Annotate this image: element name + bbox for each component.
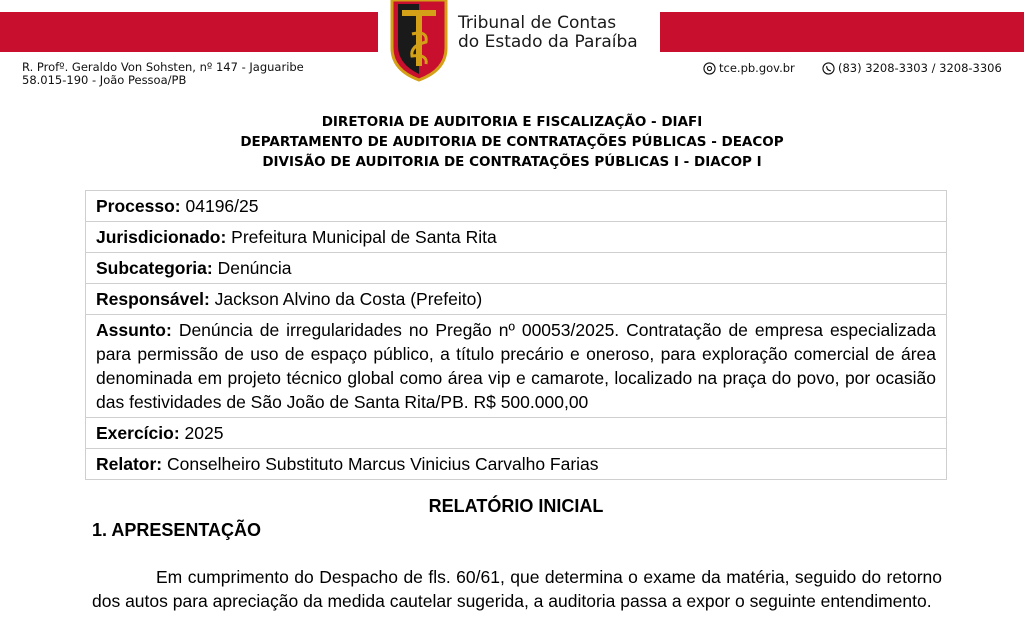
table-row (86, 253, 947, 284)
website-link[interactable]: tce.pb.gov.br (719, 61, 795, 75)
institution-name (458, 14, 638, 52)
phone-contact (822, 61, 1002, 75)
field-label: Processo: (96, 196, 181, 216)
process-info-table (85, 190, 947, 480)
field-label: Assunto: (96, 320, 172, 340)
header-band-left (0, 12, 378, 52)
website-contact (703, 61, 795, 75)
address (22, 61, 304, 87)
report-title: RELATÓRIO INICIAL (428, 496, 604, 516)
field-label: Jurisdicionado: (96, 227, 227, 247)
field-value: Prefeitura Municipal de Santa Rita (231, 227, 497, 247)
table-row (86, 191, 947, 222)
table-row (86, 222, 947, 253)
phone-numbers: (83) 3208-3303 / 3208-3306 (838, 61, 1002, 75)
field-value: Conselheiro Substituto Marcus Vinicius Carvalho Farias (167, 454, 599, 474)
field-value: 2025 (184, 423, 224, 443)
department-heading: DEPARTAMENTO DE AUDITORIA DE CONTRATAÇÕES PÚBLICAS - DEACOP (240, 134, 784, 150)
directorate-heading: DIRETORIA DE AUDITORIA E FISCALIZAÇÃO - DIAFI (321, 114, 703, 130)
section-title: 1. APRESENTAÇÃO (92, 520, 262, 540)
at-globe-icon (703, 62, 716, 75)
field-label: Relator: (96, 454, 163, 474)
institution-line1: Tribunal de Contas (458, 13, 617, 33)
intro-paragraph: Em cumprimento do Despacho de fls. 60/61, que determina o exame da matéria, seguido do retorno dos autos para apreciação da medida cautelar sugerida, a auditoria passa a expor o seguinte entendimento. (92, 567, 942, 611)
field-value: Jackson Alvino da Costa (Prefeito) (214, 289, 483, 309)
tce-pb-logo (388, 0, 450, 82)
table-row (86, 449, 947, 480)
department-headings (0, 112, 1024, 172)
institution-line2: do Estado da Paraíba (458, 32, 638, 52)
field-value: Denúncia (217, 258, 292, 278)
table-row (86, 418, 947, 449)
division-heading: DIVISÃO DE AUDITORIA DE CONTRATAÇÕES PÚBLICAS I - DIACOP I (262, 154, 762, 170)
whatsapp-icon (822, 62, 835, 75)
field-label: Responsável: (96, 289, 210, 309)
field-value: Denúncia de irregularidades no Pregão nº 00053/2025. Contratação de empresa especializada para permissão de uso de espaço público, a título precário e oneroso, para exploração comercial de área denominada em projeto técnico global como área vip e camarote, localizado na praça do povo, por ocasião das festividades de São João de Santa Rita/PB. R$ 500.000,00 (96, 320, 936, 412)
address-line1: R. Profº. Geraldo Von Sohsten, nº 147 - Jaguaribe (22, 60, 304, 74)
address-line2: 58.015-190 - João Pessoa/PB (22, 73, 187, 87)
table-row (86, 315, 947, 418)
field-label: Subcategoria: (96, 258, 213, 278)
field-label: Exercício: (96, 423, 180, 443)
table-row (86, 284, 947, 315)
field-value: 04196/25 (185, 196, 259, 216)
header-band-right (660, 12, 1024, 52)
